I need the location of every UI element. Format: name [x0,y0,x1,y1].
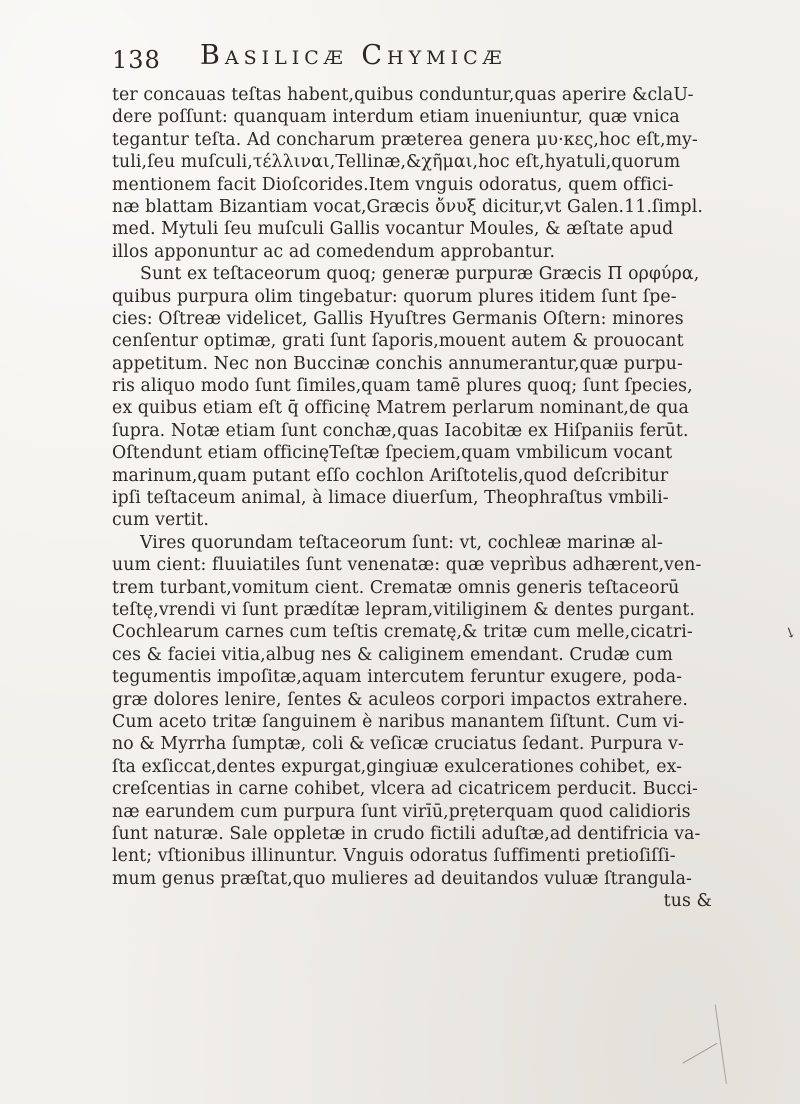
text-line: tuli,ſeu muſculi,τέλλιναι,Tellinæ,&χῆμαι,hoc eſt,hyatuli,quorum [112,152,681,173]
text-line: illos apponuntur ac ad comedendum approbantur. [112,241,556,262]
text-line: tegantur teſta. Ad concharum præterea genera μυ·κες,hoc eſt,my- [112,129,698,150]
paper-stain [715,996,787,1084]
text-line: Cochlearum carnes cum teſtis crematę,& tritæ cum melle,cicatri- [112,622,693,643]
paragraph-start-line: Sunt ex teſtaceorum quoq; generæ purpuræ Græcis Π ορφύρα, [140,264,700,285]
text-line: ipſi teſtaceum animal, à limace diuerſum, Theophraſtus vmbili- [112,488,669,509]
body-text [112,84,732,912]
text-line: ces & faciei vitia,albug nes & caliginem emendant. Crudæ cum [112,644,673,665]
text-line: mentionem facit Dioſcorides.Item vnguis odoratus, quem offici- [112,174,674,195]
text-line: cum vertit. [112,510,209,531]
running-title: Basilicæ Chymicæ [200,40,507,71]
text-line: næ blattam Bizantiam vocat,Græcis ὄνυξ dicitur,vt Galen.11.ſimpl. [112,196,703,217]
text-line: græ dolores lenire, ſentes & aculeos corpori impactos extrahere. [112,689,688,710]
text-line: cies: Oſtreæ videlicet, Gallis Hyuſtres Germanis Oſtern: minores [112,308,684,329]
margin-mark: ↘ [781,623,799,643]
text-line: marinum,quam putant eſſo cochlon Ariſtotelis,quod deſcribitur [112,465,669,486]
text-line: creſcentias in carne cohibet, vlcera ad cicatricem perducit. Bucci- [112,779,698,800]
text-line: uum cient: fluuiatiles ſunt venenatæ: quæ veprìbus adhærent,ven- [112,555,702,576]
text-line: no & Myrrha ſumptæ, coli & veſicæ cruciatus ſedant. Purpura v- [112,734,684,755]
page-header [112,40,732,76]
text-line: appetitum. Nec non Buccinæ conchis annumerantur,quæ purpu- [112,353,683,374]
text-line: ſupra. Notæ etiam ſunt conchæ,quas Iacobitæ ex Hiſpaniis ferūt. [112,420,689,441]
text-line: cenſentur optimæ, grati ſunt ſaporis,mouent autem & prouocant [112,331,684,352]
text-line: ſta exſiccat,dentes expurgat,gingiuæ exulcerationes cohibet, ex- [112,756,683,777]
text-line: lent; vſtionibus illinuntur. Vnguis odoratus ſuffimenti pretioſiſſi- [112,846,676,867]
text-line: mum genus præſtat,quo mulieres ad deuitandos vuluæ ſtrangula- [112,868,692,889]
text-line: teſtę,vrendi vi ſunt prædítæ lepram,vitiliginem & dentes purgant. [112,599,696,620]
text-line: Cum aceto tritæ ſanguinem è naribus manantem ſiſtunt. Cum vi- [112,711,685,732]
page-number: 138 [112,46,161,74]
catchword: tus & [663,891,712,912]
text-line: dere poſſunt: quanquam interdum etiam inueniuntur, quæ vnica [112,107,680,128]
text-line: næ earundem cum purpura ſunt virīū,prẹterquam quod calidioris [112,801,691,822]
text-line: ris aliquo modo ſunt ſimiles,quam tamē plures quoq; ſunt ſpecies, [112,376,693,397]
text-line: ter concauas teſtas habent,quibus conduntur,quas aperire &claU- [112,85,694,105]
text-line: quibus purpura olim tingebatur: quorum plures itidem ſunt ſpe- [112,286,677,307]
text-line: med. Mytuli ſeu muſculi Gallis vocantur Moules, & æſtate apud [112,219,674,240]
text-line: ſunt naturæ. Sale oppletæ in crudo fictili aduſtæ,ad dentifricia va- [112,823,701,844]
paragraph-start-line: Vires quorundam teſtaceorum ſunt: vt, cochleæ marinæ al- [140,532,663,553]
paper-stain [682,1043,737,1099]
text-line: Oſtendunt etiam officinęTeſtæ ſpeciem,quam vmbilicum vocant [112,443,673,464]
text-line: trem turbant,vomitum cient. Crematæ omnis generis teſtaceorū [112,577,680,598]
text-line: ex quibus etiam eſt q̄ officinę Matrem perlarum nominant,de qua [112,398,689,419]
text-line: tegumentis impoſitæ,aquam intercutem feruntur exugere, poda- [112,667,683,688]
